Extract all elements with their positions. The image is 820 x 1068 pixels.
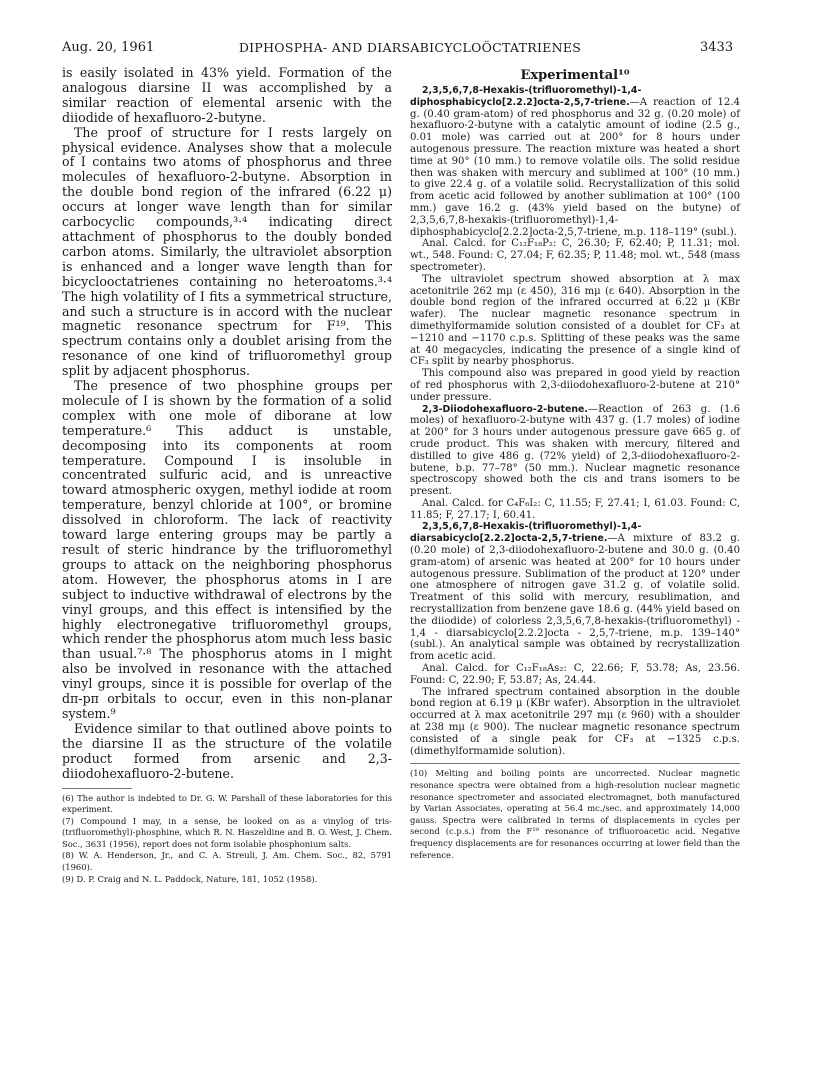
footnote: (10) Melting and boiling points are uncorrected. Nuclear magnetic resonance spectra were obtained from a high-resolution nuclear magnetic resonance spectrometer and associated electromagnet, both manufactured by Varian Associates, operating at 56.4 mc./sec. and approximately 14,000 gauss. Spectra were calibrated in terms of displacements in cycles per second (c.p.s.) from the F¹⁹ resonance of trifluoroacetic acid. Negative frequency displacements are for resonances occurring at lower field than the reference. — [410, 768, 740, 860]
footnote: (8) W. A. Henderson, Jr., and C. A. Streuli, J. Am. Chem. Soc., 82, 5791 (1960). — [62, 850, 392, 873]
body-paragraph: The proof of structure for I rests largely on physical evidence. Analyses show that a molecule of I contains two atoms of phosphorus and three molecules of hexafluoro-2-butyne. Absorption in the double bond region of the infrared (6.22 μ) occurs at longer wave length than for similar carbocyclic compounds,³·⁴ indicating direct attachment of phosphorus to the doubly bonded carbon atoms. Similarly, the ultraviolet absorption is enhanced and a longer wave length than for bicyclooctatrienes containing no heteroatoms.³·⁴ The high volatility of I fits a symmetrical structure, and such a structure is in accord with the nuclear magnetic resonance spectrum for F¹⁹. This spectrum contains only a doublet arising from the resonance of one kind of trifluoromethyl group split by adjacent phosphorus. — [62, 124, 392, 379]
procedure-paragraph — [410, 85, 740, 238]
analysis-paragraph: Anal. Calcd. for C₁₂F₁₈As₂: C, 22.66; F, 53.78; As, 23.56. Found: C, 22.90; F, 53.87; As, 24.44. — [410, 663, 740, 686]
procedure-paragraph — [410, 404, 740, 498]
footnote: (6) The author is indebted to Dr. G. W. Parshall of these laboratories for this experiment. — [62, 792, 392, 815]
body-paragraph: is easily isolated in 43% yield. Formation of the analogous diarsine II was accomplished by a similar reaction of elemental arsenic with the diiodide of hexafluoro-2-butyne. — [62, 65, 392, 125]
right-column — [410, 66, 740, 861]
footnote-divider — [62, 788, 132, 789]
footnote: (9) D. P. Craig and N. L. Paddock, Nature, 181, 1052 (1958). — [62, 873, 318, 884]
analysis-paragraph: Anal. Calcd. for C₁₂F₁₈P₂: C, 26.30; F, 62.40; P, 11.31; mol. wt., 548. Found: C, 27.04; F, 62.35; P, 11.48; mol. wt., 548 (mass spectrometer). — [410, 238, 740, 273]
procedure-paragraph — [410, 521, 740, 663]
body-paragraph: The presence of two phosphine groups per molecule of I is shown by the formation of a solid complex with one mole of diborane at low temperature.⁶ This adduct is unstable, decomposing into its components at room temperature. Compound I is insoluble in concentrated sulfuric acid, and is unreactive toward atmospheric oxygen, methyl iodide at room temperature, benzyl chloride at 100°, or bromine dissolved in chloroform. The lack of reactivity toward large entering groups may be partly a result of steric hindrance by the trifluoromethyl groups to attack on the neighboring phosphorus atom. However, the phosphorus atoms in I are subject to inductive withdrawal of electrons by the vinyl groups, and this effect is intensified by the highly electronegative trifluoromethyl groups, which render the phosphorus atom much less basic than usual.⁷·⁸ The phosphorus atoms in I might also be involved in resonance with the attached vinyl groups, since it is possible for overlap of the dπ-pπ orbitals to occur, even in this non-planar system.⁹ — [62, 378, 392, 721]
analysis-paragraph: Anal. Calcd. for C₄F₆I₂: C, 11.55; F, 27.41; I, 61.03. Found: C, 11.85; F, 27.17; I, 60.41. — [410, 497, 740, 521]
compound-title: 2,3,5,6,7,8-Hexakis-(trifluoromethyl)-1,4-diphosphabicyclo[2.2.2]octa-2,5,7-triene. — [410, 85, 642, 108]
procedure-text: —Reaction of 263 g. (1.6 moles) of hexafluoro-2-butyne with 437 g. (1.7 moles) of iodine at 200° for 3 hours under autogenous pressure gave 665 g. of crude product. This was shaken with mercury, filtered and distilled to give 486 g. (72% yield) of 2,3-diiodohexafluoro-2-butene, b.p. 77–78° (50 mm.). Nuclear magnetic resonance spectroscopy showed both the cis and trans isomers to be present. — [410, 403, 740, 498]
procedure-text: —A reaction of 12.4 g. (0.40 gram-atom) of red phosphorus and 32 g. (0.20 mole) of hexafluoro-2-butyne with a catalytic amount of iodine (2.5 g., 0.01 mole) was carried out at 200° for 8 hours under autogenous pressure. The reaction mixture was heated a short time at 90° (10 mm.) to remove volatile oils. The solid residue then was shaken with mercury and sublimed at 100° (10 mm.) to give 22.4 g. of a volatile solid. Recrystallization of this solid from acetic acid followed by another sublimation at 100° (100 mm.) gave 16.2 g. (43% yield based on the butyne) of 2,3,5,6,7,8-hexakis-(trifluoromethyl)-1,4-diphosphabicyclo[2.2.2]octa-2,5,7-triene, m.p. 118–119° (subl.). — [410, 96, 740, 238]
procedure-paragraph: This compound also was prepared in good yield by reaction of red phosphorus with 2,3-diiodohexafluoro-2-butene at 210° under pressure. — [410, 368, 740, 403]
compound-title: 2,3-Diiodohexafluoro-2-butene. — [422, 403, 588, 415]
footnote-divider — [410, 763, 740, 764]
header-page-number: 3433 — [700, 40, 734, 55]
header-title: DIPHOSPHA- AND DIARSABICYCLOÖCTATRIENES — [238, 40, 582, 55]
left-column — [62, 66, 392, 885]
header-date: Aug. 20, 1961 — [62, 40, 155, 55]
footnote: (7) Compound I may, in a sense, be looked on as a vinylog of tris-(trifluoromethyl)-phosphine, which R. N. Haszeldine and B. O. West, J. Chem. Soc., 3631 (1956), report does not form isolable phosphonium salts. — [62, 815, 392, 849]
procedure-paragraph: The ultraviolet spectrum showed absorption at λ max acetonitrile 262 mμ (ε 450), 316 mμ (ε 640). Absorption in the double bond region of the infrared occurred at 6.22 μ (KBr wafer). The nuclear magnetic resonance spectrum in dimethylformamide solution consisted of a doublet for CF₃ at −1210 and −1170 c.p.s. Splitting of these peaks was the same at 40 megacycles, indicating the presence of a single kind of CF₃ split by nearby phosphorus. — [410, 273, 740, 368]
procedure-text: —A mixture of 83.2 g. (0.20 mole) of 2,3-diiodohexafluoro-2-butene and 30.0 g. (0.40 gram-atom) of arsenic was heated at 200° for 10 hours under autogenous pressure. Sublimation of the product at 120° under one atmosphere of nitrogen gave 31.2 g. of volatile solid. Treatment of this solid with mercury, resublimation, and recrystallization from benzene gave 18.6 g. (44% yield based on the diiodide) of colorless 2,3,5,6,7,8-hexakis-(trifluoromethyl) - 1,4 - diarsabicyclo[2.2.2]octa - 2,5,7-triene, m.p. 139–140° (subl.). An analytical sample was obtained by recrystallization from acetic acid. — [410, 533, 740, 663]
body-paragraph: Evidence similar to that outlined above points to the diarsine II as the structure of the volatile product formed from arsenic and 2,3-diiodohexafluoro-2-butene. — [62, 720, 392, 781]
procedure-paragraph: The infrared spectrum contained absorption in the double bond region at 6.19 μ (KBr wafer). Absorption in the ultraviolet occurred at λ max acetonitrile 297 mμ (ε 960) with a shoulder at 238 mμ (ε 900). The nuclear magnetic resonance spectrum consisted of a single peak for CF₃ at −1325 c.p.s. (dimethylformamide solution). — [410, 686, 740, 757]
compound-title: 2,3,5,6,7,8-Hexakis-(trifluoromethyl)-1,4-diarsabicyclo[2.2.2]octa-2,5,7-triene. — [410, 521, 642, 545]
experimental-heading: Experimental¹⁰ — [520, 68, 630, 83]
